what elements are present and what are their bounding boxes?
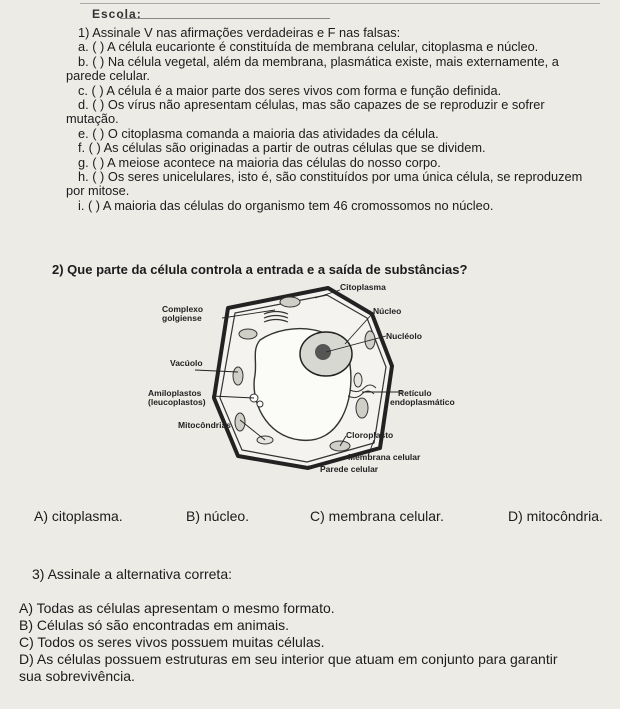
label-citoplasma: Citoplasma bbox=[340, 282, 386, 292]
label-amiloplastos: Amiloplastos bbox=[148, 388, 202, 398]
statement-c: c. ( ) A célula é a maior parte dos seres vivos com forma e função definida. bbox=[78, 82, 502, 98]
question-3-title: 3) Assinale a alternativa correta: bbox=[32, 566, 232, 582]
statement-a: a. ( ) A célula eucarionte é constituída de membrana celular, citoplasma e núcleo. bbox=[78, 39, 539, 55]
statement-d-cont: mutação. bbox=[66, 111, 119, 127]
question-1 bbox=[34, 26, 599, 213]
q3-alternative-d: D) As células possuem estruturas em seu interior que atuam em conjunto para garantir bbox=[19, 651, 558, 667]
question-3-alternatives bbox=[19, 600, 609, 685]
label-leucoplastos: (leucoplastos) bbox=[148, 397, 206, 407]
statement-b: b. ( ) Na célula vegetal, além da membrana, plasmática existe, mais externamente, a bbox=[78, 53, 559, 69]
label-reticulo: Retículo bbox=[398, 388, 432, 398]
statement-b-cont: parede celular. bbox=[66, 68, 150, 84]
label-mitocondrias: Mitocôndrias bbox=[178, 420, 231, 430]
top-rule bbox=[80, 3, 600, 4]
label-nucleo: Núcleo bbox=[373, 306, 402, 316]
statement-h: h. ( ) Os seres unicelulares, isto é, são constituídos por uma única célula, se reproduzem bbox=[78, 169, 583, 185]
q2-option-b: B) núcleo. bbox=[186, 508, 250, 524]
q2-option-c: C) membrana celular. bbox=[310, 508, 444, 524]
question-2-title: 2) Que parte da célula controla a entrada e a saída de substâncias? bbox=[52, 262, 468, 277]
escola-underline bbox=[120, 18, 330, 19]
statement-i: i. ( ) A maioria das células do organismo tem 46 cromossomos no núcleo. bbox=[78, 197, 494, 213]
statement-g: g. ( ) A meiose acontece na maioria das células do nosso corpo. bbox=[78, 154, 441, 170]
statement-e: e. ( ) O citoplasma comanda a maioria das atividades da célula. bbox=[78, 125, 439, 141]
statement-h-cont: por mitose. bbox=[66, 183, 130, 199]
escola-label: Escola: bbox=[92, 7, 142, 21]
q3-alternative-d-cont: sua sobrevivência. bbox=[19, 668, 135, 684]
label-nucleolo: Nucléolo bbox=[386, 331, 422, 341]
label-vacuolo: Vacúolo bbox=[170, 358, 203, 368]
nucleolus-shape bbox=[315, 344, 331, 360]
q3-alternative-a: A) Todas as células apresentam o mesmo formato. bbox=[19, 600, 335, 616]
q3-alternative-b: B) Células só são encontradas em animais. bbox=[19, 617, 290, 633]
statement-f: f. ( ) As células são originadas a partir de outras células que se dividem. bbox=[78, 140, 486, 156]
plant-cell-diagram bbox=[140, 280, 500, 490]
label-endoplasmatico: endoplasmático bbox=[390, 397, 455, 407]
q2-option-a: A) citoplasma. bbox=[34, 508, 123, 524]
statement-d: d. ( ) Os vírus não apresentam células, mas são capazes de se reproduzir e sofrer bbox=[78, 97, 545, 113]
label-parede: Parede celular bbox=[320, 464, 379, 474]
label-golgiense: golgiense bbox=[162, 313, 202, 323]
label-membrana: Membrana celular bbox=[348, 452, 421, 462]
q2-option-d: D) mitocôndria. bbox=[508, 508, 603, 524]
question-1-title: 1) Assinale V nas afirmações verdadeiras e F nas falsas: bbox=[78, 25, 401, 40]
label-complexo: Complexo bbox=[162, 304, 204, 314]
label-cloroplasto: Cloroplasto bbox=[346, 430, 394, 440]
q3-alternative-c: C) Todos os seres vivos possuem muitas células. bbox=[19, 634, 325, 650]
